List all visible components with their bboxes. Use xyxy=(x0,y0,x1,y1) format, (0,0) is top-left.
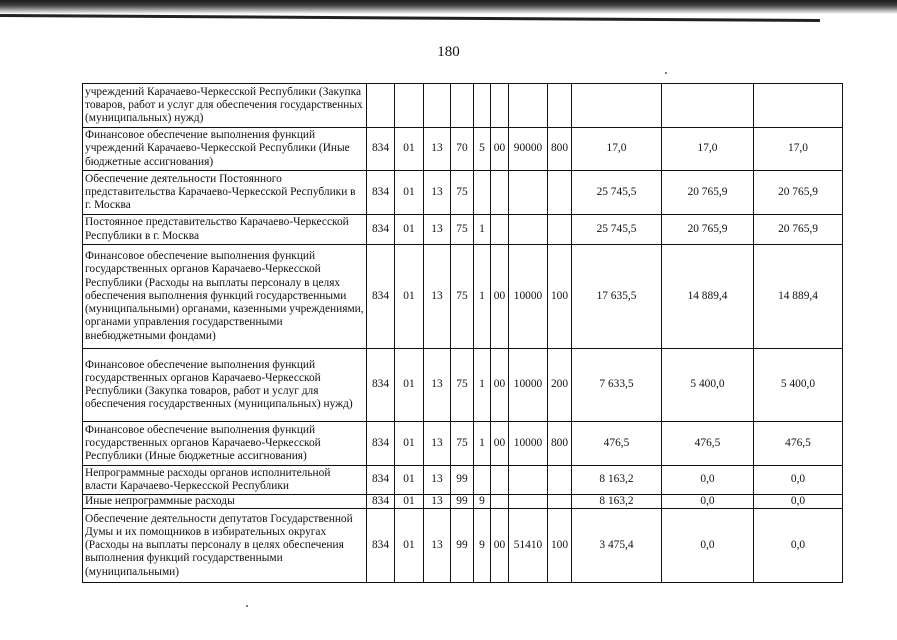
row-name-cell: Финансовое обеспечение выполнения функций государственных органов Карачаево-Черкесской Республики (Закупка товаров, работ и услуг для обеспечения государственных (муниципальных) нужд) xyxy=(83,349,367,422)
cell-csr3: 00 xyxy=(491,422,509,466)
cell-y3: 14 889,4 xyxy=(754,245,843,349)
cell-y2: 17,0 xyxy=(662,128,754,171)
cell-csr2: 5 xyxy=(474,128,491,171)
cell-vr: 100 xyxy=(548,509,572,583)
cell-y1: 25 745,5 xyxy=(572,215,662,245)
cell-csr1: 75 xyxy=(451,349,474,422)
cell-ved: 834 xyxy=(367,422,395,466)
cell-csr1: 75 xyxy=(451,171,474,215)
cell-y1: 25 745,5 xyxy=(572,171,662,215)
cell-y2: 0,0 xyxy=(662,495,754,509)
cell-rz: 01 xyxy=(395,215,424,245)
cell-pr: 13 xyxy=(424,215,451,245)
cell-csr3: 00 xyxy=(491,349,509,422)
cell-ved: 834 xyxy=(367,171,395,215)
cell-csr4 xyxy=(509,466,548,495)
cell-csr2: 1 xyxy=(474,349,491,422)
cell-csr2 xyxy=(474,466,491,495)
cell-pr: 13 xyxy=(424,128,451,171)
cell-y3: 0,0 xyxy=(754,495,843,509)
cell-csr3 xyxy=(491,495,509,509)
cell-csr1: 99 xyxy=(451,466,474,495)
cell-y2: 20 765,9 xyxy=(662,171,754,215)
cell-y1: 8 163,2 xyxy=(572,495,662,509)
cell-y2: 14 889,4 xyxy=(662,245,754,349)
scan-speck xyxy=(665,72,667,74)
cell-csr4 xyxy=(509,215,548,245)
cell-csr4: 51410 xyxy=(509,509,548,583)
cell-csr2: 1 xyxy=(474,422,491,466)
cell-y1: 476,5 xyxy=(572,422,662,466)
row-name-cell: Постоянное представительство Карачаево-Черкесской Республики в г. Москва xyxy=(83,215,367,245)
row-name-cell: Финансовое обеспечение выполнения функций государственных органов Карачаево-Черкесской Республики (Расходы на выплаты персоналу в целях обеспечения выполнения функций государственными (муниципальными) органами, казенными учреждениями, органами управления государственными внебюджетными фондами) xyxy=(83,245,367,349)
scan-shadow xyxy=(0,0,897,14)
cell-ved: 834 xyxy=(367,495,395,509)
cell-csr1: 99 xyxy=(451,509,474,583)
cell-y2: 20 765,9 xyxy=(662,215,754,245)
cell-vr: 800 xyxy=(548,128,572,171)
cell-rz: 01 xyxy=(395,245,424,349)
cell-y3: 476,5 xyxy=(754,422,843,466)
cell-pr xyxy=(424,84,451,128)
table-row xyxy=(83,349,843,422)
table-row xyxy=(83,509,843,583)
cell-rz: 01 xyxy=(395,495,424,509)
table-row xyxy=(83,495,843,509)
cell-rz: 01 xyxy=(395,349,424,422)
cell-y3: 20 765,9 xyxy=(754,171,843,215)
cell-csr4 xyxy=(509,84,548,128)
cell-csr1: 99 xyxy=(451,495,474,509)
cell-rz xyxy=(395,84,424,128)
cell-y2: 5 400,0 xyxy=(662,349,754,422)
cell-y3: 0,0 xyxy=(754,466,843,495)
cell-ved: 834 xyxy=(367,245,395,349)
cell-ved xyxy=(367,84,395,128)
cell-csr3 xyxy=(491,84,509,128)
cell-y1: 17,0 xyxy=(572,128,662,171)
table-row xyxy=(83,171,843,215)
cell-csr2 xyxy=(474,84,491,128)
table-row xyxy=(83,84,843,128)
cell-pr: 13 xyxy=(424,349,451,422)
cell-vr: 800 xyxy=(548,422,572,466)
cell-csr2: 9 xyxy=(474,495,491,509)
cell-csr4: 10000 xyxy=(509,422,548,466)
cell-y3: 0,0 xyxy=(754,509,843,583)
table-row xyxy=(83,245,843,349)
cell-rz: 01 xyxy=(395,422,424,466)
cell-vr xyxy=(548,495,572,509)
row-name-cell: Обеспечение деятельности депутатов Государственной Думы и их помощников в избирательных округах (Расходы на выплаты персоналу в целях обеспечения выполнения функций государственными (муниципальными) xyxy=(83,509,367,583)
cell-csr1: 75 xyxy=(451,215,474,245)
cell-y1 xyxy=(572,84,662,128)
cell-csr2: 9 xyxy=(474,509,491,583)
row-name-cell: Финансовое обеспечение выполнения функций государственных органов Карачаево-Черкесской Республики (Иные бюджетные ассигнования) xyxy=(83,422,367,466)
cell-y2 xyxy=(662,84,754,128)
cell-y3: 20 765,9 xyxy=(754,215,843,245)
table-row xyxy=(83,466,843,495)
cell-ved: 834 xyxy=(367,215,395,245)
budget-table-body xyxy=(83,84,843,583)
cell-vr xyxy=(548,466,572,495)
scan-edge-line xyxy=(0,14,820,22)
cell-y2: 476,5 xyxy=(662,422,754,466)
cell-y1: 3 475,4 xyxy=(572,509,662,583)
cell-ved: 834 xyxy=(367,466,395,495)
cell-csr4: 10000 xyxy=(509,245,548,349)
cell-vr xyxy=(548,84,572,128)
cell-ved: 834 xyxy=(367,128,395,171)
cell-rz: 01 xyxy=(395,466,424,495)
row-name-cell: учреждений Карачаево-Черкесской Республики (Закупка товаров, работ и услуг для обеспечения государственных (муниципальных) нужд) xyxy=(83,84,367,128)
cell-csr1 xyxy=(451,84,474,128)
cell-vr: 100 xyxy=(548,245,572,349)
cell-ved: 834 xyxy=(367,509,395,583)
cell-y2: 0,0 xyxy=(662,509,754,583)
cell-y3: 17,0 xyxy=(754,128,843,171)
table-row xyxy=(83,128,843,171)
cell-csr2: 1 xyxy=(474,245,491,349)
cell-y2: 0,0 xyxy=(662,466,754,495)
row-name-cell: Финансовое обеспечение выполнения функций учреждений Карачаево-Черкесской Республики (Иные бюджетные ассигнования) xyxy=(83,128,367,171)
cell-y1: 17 635,5 xyxy=(572,245,662,349)
cell-csr1: 75 xyxy=(451,422,474,466)
cell-pr: 13 xyxy=(424,171,451,215)
cell-csr2: 1 xyxy=(474,215,491,245)
cell-pr: 13 xyxy=(424,245,451,349)
cell-csr1: 75 xyxy=(451,245,474,349)
cell-vr xyxy=(548,215,572,245)
cell-csr1: 70 xyxy=(451,128,474,171)
cell-csr3: 00 xyxy=(491,245,509,349)
cell-y3: 5 400,0 xyxy=(754,349,843,422)
cell-csr3 xyxy=(491,215,509,245)
cell-csr3: 00 xyxy=(491,128,509,171)
cell-rz: 01 xyxy=(395,171,424,215)
cell-rz: 01 xyxy=(395,128,424,171)
cell-csr4: 10000 xyxy=(509,349,548,422)
table-row xyxy=(83,422,843,466)
cell-pr: 13 xyxy=(424,422,451,466)
cell-y1: 8 163,2 xyxy=(572,466,662,495)
cell-csr3 xyxy=(491,171,509,215)
cell-rz: 01 xyxy=(395,509,424,583)
cell-ved: 834 xyxy=(367,349,395,422)
cell-pr: 13 xyxy=(424,495,451,509)
table-row xyxy=(83,215,843,245)
cell-csr2 xyxy=(474,171,491,215)
cell-y3 xyxy=(754,84,843,128)
cell-csr4 xyxy=(509,171,548,215)
cell-csr4 xyxy=(509,495,548,509)
cell-csr3 xyxy=(491,466,509,495)
cell-vr: 200 xyxy=(548,349,572,422)
row-name-cell: Иные непрограммные расходы xyxy=(83,495,367,509)
cell-vr xyxy=(548,171,572,215)
row-name-cell: Непрограммные расходы органов исполнительной власти Карачаево-Черкесской Республики xyxy=(83,466,367,495)
budget-table xyxy=(82,83,843,583)
cell-pr: 13 xyxy=(424,466,451,495)
cell-csr4: 90000 xyxy=(509,128,548,171)
row-name-cell: Обеспечение деятельности Постоянного представительства Карачаево-Черкесской Республики в г. Москва xyxy=(83,171,367,215)
cell-csr3: 00 xyxy=(491,509,509,583)
cell-pr: 13 xyxy=(424,509,451,583)
page-number: 180 xyxy=(437,44,460,60)
scan-speck xyxy=(246,605,248,607)
cell-y1: 7 633,5 xyxy=(572,349,662,422)
